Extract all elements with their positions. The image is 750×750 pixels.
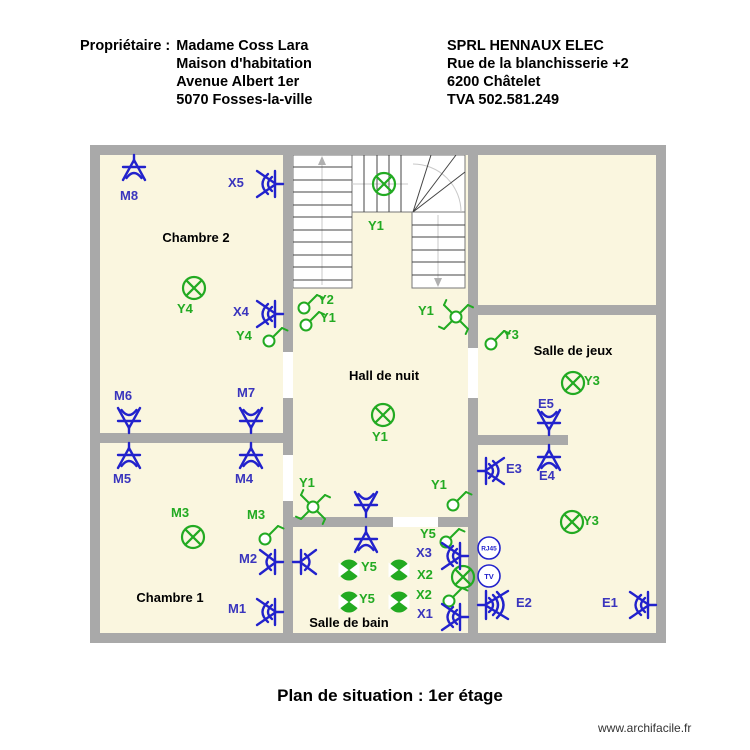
device-label-m6: M6 <box>114 388 133 403</box>
wall-chambre-divider <box>90 433 293 443</box>
company-line: TVA 502.581.249 <box>447 92 560 108</box>
spotlight-icon-y5 <box>339 560 360 581</box>
owner-line: Madame Coss Lara <box>176 38 309 54</box>
device-label-y5-spots-row2: Y5 <box>359 591 375 606</box>
spotlight-icon-y5 <box>389 592 410 613</box>
rj45-outlet-label: RJ45 <box>481 545 497 553</box>
device-label-m5: M5 <box>113 471 132 486</box>
device-label-y4-switch: Y4 <box>236 328 252 343</box>
watermark-link[interactable]: www.archifacile.fr <box>598 721 692 735</box>
device-label-y1-stairs: Y1 <box>368 218 384 233</box>
device-label-x2-switch: X2 <box>416 587 432 602</box>
device-label-e4: E4 <box>539 468 555 483</box>
wall-jeux-top <box>468 305 666 315</box>
wall-left <box>90 145 100 643</box>
device-label-x2-lamp: X2 <box>417 567 433 582</box>
device-label-y3-lamp-bottom: Y3 <box>583 513 599 528</box>
room-label-chambre2: Chambre 2 <box>162 230 230 245</box>
owner-line: 5070 Fosses-la-ville <box>176 92 313 108</box>
company-line: 6200 Châtelet <box>447 74 541 90</box>
company-line: Rue de la blanchisserie +2 <box>447 56 629 72</box>
device-label-x1: X1 <box>417 606 433 621</box>
device-label-x4: X4 <box>233 304 249 319</box>
device-label-y5-switch: Y5 <box>420 526 436 541</box>
door-chambre1-hall <box>283 455 293 501</box>
company-line: SPRL HENNAUX ELEC <box>447 38 604 54</box>
device-label-m8: M8 <box>120 188 139 203</box>
device-label-e3: E3 <box>506 461 522 476</box>
device-label-e1: E1 <box>602 595 618 610</box>
room-label-hall: Hall de nuit <box>348 368 420 383</box>
device-label-e2: E2 <box>516 595 532 610</box>
room-label-bain: Salle de bain <box>309 615 389 630</box>
device-label-y3-lamp-top: Y3 <box>584 373 600 388</box>
device-label-m3-switch: M3 <box>247 507 266 522</box>
door-chambre2-hall <box>283 352 293 398</box>
wall-top <box>90 145 666 155</box>
room-label-chambre1: Chambre 1 <box>136 590 204 605</box>
device-label-m4: M4 <box>235 471 254 486</box>
device-label-y1-cross-bottom: Y1 <box>299 475 315 490</box>
door-hall-jeux <box>468 348 478 398</box>
wall-jeux-stub <box>478 435 568 445</box>
device-label-y2: Y2 <box>318 292 334 307</box>
device-label-y1-hall-lamp: Y1 <box>372 429 388 444</box>
wall-bain-top <box>283 517 468 527</box>
spotlight-icon-y5 <box>389 560 410 581</box>
rj45-outlet-icon <box>478 537 500 559</box>
device-label-y1-door-switch: Y1 <box>431 477 447 492</box>
device-label-m1: M1 <box>228 601 247 616</box>
device-label-y4-lamp: Y4 <box>177 301 193 316</box>
owner-line: Avenue Albert 1er <box>176 74 300 90</box>
device-label-m2: M2 <box>239 551 258 566</box>
spotlight-icon-y5 <box>339 592 360 613</box>
device-label-y3-switch: Y3 <box>503 327 519 342</box>
wall-bottom <box>90 633 666 643</box>
device-label-y1-cross-right: Y1 <box>418 303 434 318</box>
plan-title: Plan de situation : 1er étage <box>277 686 503 705</box>
tv-outlet-label: TV <box>484 572 494 581</box>
device-label-y1-switch: Y1 <box>320 310 336 325</box>
owner-line: Maison d'habitation <box>176 56 312 72</box>
device-label-x3: X3 <box>416 545 432 560</box>
device-label-m3-lamp: M3 <box>171 505 190 520</box>
device-label-m7: M7 <box>237 385 256 400</box>
tv-outlet-icon <box>478 565 500 587</box>
room-label-jeux: Salle de jeux <box>533 343 613 358</box>
device-label-x5: X5 <box>228 175 244 190</box>
owner-label: Propriétaire : <box>80 38 171 54</box>
device-label-y5-spots-row1: Y5 <box>361 559 377 574</box>
device-label-e5: E5 <box>538 396 554 411</box>
wall-right <box>656 145 666 643</box>
